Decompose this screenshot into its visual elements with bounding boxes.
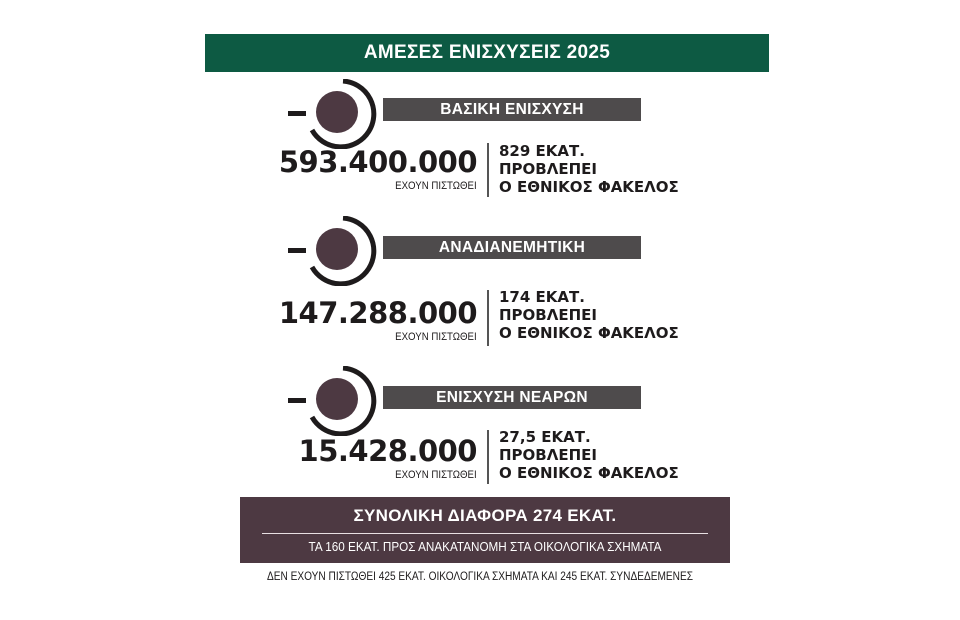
total-difference-box bbox=[240, 497, 730, 563]
paid-amount: 593.400.000 bbox=[278, 145, 477, 179]
paid-caption: ΕΧΟΥΝ ΠΙΣΤΩΘΕΙ bbox=[395, 331, 477, 343]
total-subtitle: ΤΑ 160 ΕΚΑΤ. ΠΡΟΣ ΑΝΑΚΑΤΑΝΟΜΗ ΣΤΑ ΟΙΚΟΛΟΓΙΚΑ ΣΧΗΜΑΤΑ bbox=[308, 539, 662, 554]
forecast-note bbox=[499, 428, 679, 482]
forecast-verb: ΠΡΟΒΛΕΠΕΙ bbox=[499, 306, 597, 324]
forecast-verb: ΠΡΟΒΛΕΠΕΙ bbox=[499, 160, 597, 178]
forecast-amount: 27,5 ΕΚΑΤ. bbox=[499, 428, 591, 446]
target-dot-icon bbox=[286, 366, 378, 436]
divider bbox=[487, 430, 489, 484]
category-label: ΑΝΑΔΙΑΝΕΜΗΤΙΚΗ bbox=[438, 238, 586, 256]
target-dot-icon bbox=[286, 216, 378, 286]
total-title: ΣΥΝΟΛΙΚΗ ΔΙΑΦΟΡΑ 274 ΕΚΑΤ. bbox=[353, 506, 617, 525]
category-bar bbox=[383, 236, 641, 259]
total-divider bbox=[262, 533, 708, 534]
forecast-source: Ο ΕΘΝΙΚΟΣ ΦΑΚΕΛΟΣ bbox=[499, 464, 679, 482]
paid-amount: 147.288.000 bbox=[278, 296, 477, 330]
divider bbox=[487, 290, 489, 346]
forecast-note bbox=[499, 288, 679, 342]
forecast-amount: 829 ΕΚΑΤ. bbox=[499, 142, 585, 160]
footnote: ΔΕΝ ΕΧΟΥΝ ΠΙΣΤΩΘΕΙ 425 ΕΚΑΤ. ΟΙΚΟΛΟΓΙΚΑ ΣΧΗΜΑΤΑ ΚΑΙ 245 ΕΚΑΤ. ΣΥΝΔΕΔΕΜΕΝΕΣ bbox=[266, 571, 694, 583]
forecast-note bbox=[499, 142, 679, 196]
header-title: ΑΜΕΣΕΣ ΕΝΙΣΧΥΣΕΙΣ 2025 bbox=[363, 42, 611, 63]
forecast-source: Ο ΕΘΝΙΚΟΣ ΦΑΚΕΛΟΣ bbox=[499, 324, 679, 342]
category-label: ΕΝΙΣΧΥΣΗ ΝΕΑΡΩΝ bbox=[436, 388, 588, 406]
forecast-amount: 174 ΕΚΑΤ. bbox=[499, 288, 585, 306]
target-dot-icon bbox=[286, 79, 378, 149]
paid-caption: ΕΧΟΥΝ ΠΙΣΤΩΘΕΙ bbox=[395, 180, 477, 192]
paid-amount: 15.428.000 bbox=[298, 434, 477, 468]
forecast-verb: ΠΡΟΒΛΕΠΕΙ bbox=[499, 446, 597, 464]
forecast-source: Ο ΕΘΝΙΚΟΣ ΦΑΚΕΛΟΣ bbox=[499, 178, 679, 196]
divider bbox=[487, 143, 489, 197]
paid-caption: ΕΧΟΥΝ ΠΙΣΤΩΘΕΙ bbox=[395, 469, 477, 481]
header-banner bbox=[205, 34, 769, 72]
category-label: ΒΑΣΙΚΗ ΕΝΙΣΧΥΣΗ bbox=[440, 100, 584, 118]
category-bar bbox=[383, 98, 641, 121]
category-bar bbox=[383, 386, 641, 409]
